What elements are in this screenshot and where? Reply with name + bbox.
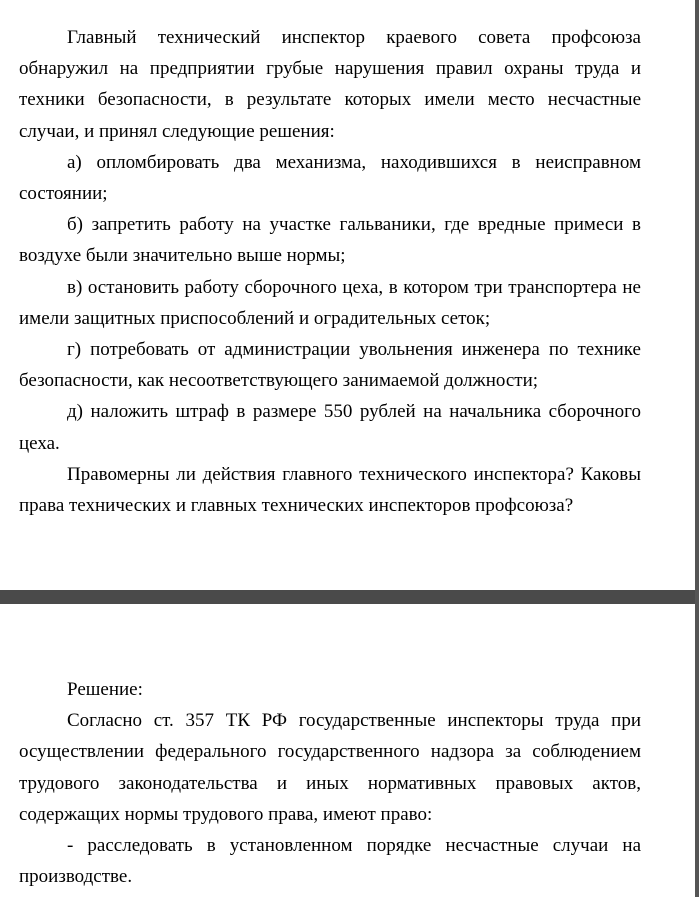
solution-paragraph-1: Согласно ст. 357 ТК РФ государственные инспекторы труда при осуществлении федерального государственного надзора за соблюдением трудового законодательства и иных нормативных правовых актов, содержащих нормы трудового права, имеют право: [19, 710, 641, 825]
case-decision-b: б) запретить работу на участке гальваники, где вредные примеси в воздухе были значительно выше нормы; [19, 214, 641, 267]
case-decision-c: в) остановить работу сборочного цеха, в котором три транспортера не имели защитных приспособлений и оградительных сеток; [19, 276, 641, 329]
document-page-2 [0, 604, 695, 897]
case-decision-a: а) опломбировать два механизма, находившихся в неисправном состоянии; [19, 151, 641, 205]
case-decision-e: д) наложить штраф в размере 550 рублей на начальника сборочного цеха. [19, 401, 641, 454]
page-2-text [19, 674, 641, 892]
case-paragraph-intro: Главный технический инспектор краевого совета профсоюза обнаружил на предприятии грубые нарушения правил охраны труда и техники безопасности, в результате которых имели место несчастные случаи, и принял следующие решения: [19, 27, 641, 142]
page-edge-shadow [695, 0, 699, 897]
solution-heading: Решение: [67, 679, 143, 700]
page-separator [0, 590, 699, 604]
case-question: Правомерны ли действия главного технического инспектора? Каковы права технических и главных технических инспекторов профсоюза? [19, 463, 641, 517]
case-decision-d: г) потребовать от администрации увольнения инженера по технике безопасности, как несоответствующего занимаемой должности; [19, 339, 641, 392]
solution-paragraph-2: - расследовать в установленном порядке несчастные случаи на производстве. [19, 835, 641, 888]
page-1-text [19, 22, 641, 521]
